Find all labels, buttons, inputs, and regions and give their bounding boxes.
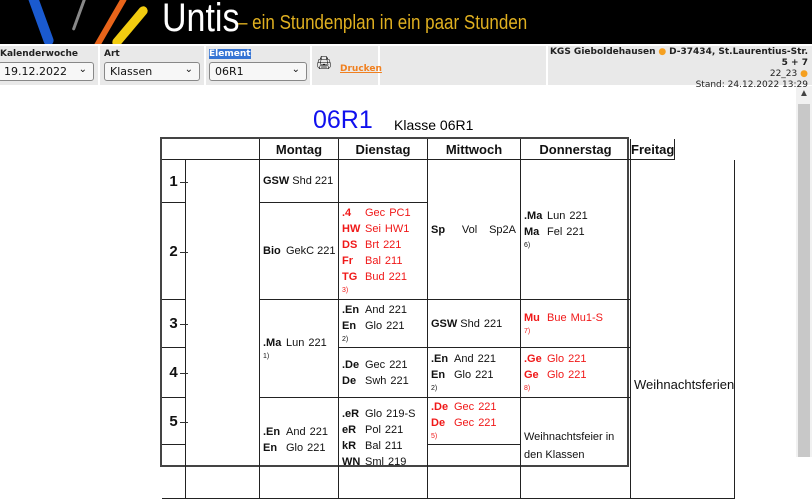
room: 221 — [483, 317, 503, 330]
teacher: Glo — [365, 408, 383, 420]
subject: Bio — [263, 245, 281, 257]
lesson-line — [342, 221, 427, 237]
subject: DS — [342, 239, 358, 251]
footnote-ref[interactable]: 6) — [524, 241, 531, 249]
teacher: Gec — [365, 358, 386, 371]
lesson-line — [431, 351, 520, 367]
lesson-cell[interactable] — [260, 398, 339, 499]
school-name: KGS Gieboldehausen — [549, 47, 656, 57]
subject: .En — [431, 352, 449, 365]
element-value: 06R1 — [215, 65, 244, 78]
subject: En — [342, 319, 357, 332]
subject: .En — [342, 303, 360, 316]
subject: De — [342, 374, 357, 387]
teacher: Glo — [286, 442, 304, 454]
day-header: Mittwoch — [428, 139, 521, 160]
room: 211 — [384, 440, 403, 452]
room: 211 — [384, 255, 403, 267]
lesson-cell[interactable] — [260, 160, 339, 203]
lesson-cell[interactable] — [521, 300, 631, 348]
element-group — [206, 46, 310, 85]
lesson-line — [524, 351, 630, 367]
dot-icon: ● — [800, 69, 808, 79]
teacher: Bal — [365, 440, 381, 452]
class-subtitle: Klasse 06R1 — [394, 117, 474, 133]
lesson-cell[interactable] — [428, 160, 521, 300]
footnote-ref[interactable]: 1) — [263, 352, 270, 360]
day-header: Freitag — [631, 139, 675, 160]
room: 219-S — [386, 408, 416, 420]
subject: .En — [263, 426, 281, 438]
lesson-line — [263, 335, 338, 351]
lesson-cell[interactable] — [521, 348, 631, 398]
teacher: Vol — [461, 223, 478, 236]
subject: TG — [342, 271, 358, 283]
teacher: And — [365, 303, 385, 316]
week-select[interactable] — [0, 62, 94, 81]
subject: Sp — [431, 223, 446, 236]
subject: Ma — [524, 225, 540, 238]
teacher: Glo — [547, 352, 565, 365]
lesson-line — [524, 310, 630, 326]
room: 221 — [388, 303, 407, 316]
lesson-line — [524, 367, 630, 383]
lesson-line — [342, 438, 427, 454]
lesson-line — [342, 318, 427, 334]
footnote-ref[interactable]: 3) — [342, 287, 349, 294]
toolbar — [0, 44, 812, 90]
lesson-line — [342, 302, 427, 318]
week-value: 19.12.2022 — [4, 65, 67, 78]
subject: eR — [342, 424, 357, 436]
teacher: Sml — [365, 456, 384, 468]
scroll-up-icon[interactable]: ▲ — [799, 88, 809, 99]
room: 221 — [389, 358, 408, 371]
lesson-cell[interactable] — [339, 300, 428, 348]
scrollbar[interactable] — [796, 86, 812, 457]
lesson-line — [342, 373, 427, 389]
lesson-cell[interactable] — [428, 445, 521, 499]
element-label: Element — [209, 49, 251, 59]
dot-icon: ● — [658, 47, 667, 57]
teacher: And — [286, 426, 306, 438]
teacher: Glo — [547, 368, 565, 381]
school-info — [548, 46, 812, 90]
period-gutter — [186, 160, 260, 499]
room: 221 — [388, 271, 407, 283]
teacher: Bal — [365, 255, 381, 267]
teacher: Fel — [547, 225, 563, 238]
room: 221 — [307, 442, 326, 454]
lesson-cell[interactable] — [339, 203, 428, 300]
subject: GSW — [431, 317, 458, 330]
lesson-line — [342, 205, 427, 221]
header-banner — [0, 0, 812, 44]
subject: kR — [342, 440, 357, 452]
lesson-line — [524, 208, 630, 224]
room: 221 — [383, 239, 402, 251]
subject: .4 — [342, 207, 352, 219]
lesson-line — [431, 316, 520, 332]
subject: .Ge — [524, 352, 542, 365]
chevron-down-icon: ⌄ — [184, 64, 193, 75]
lesson-cell[interactable] — [521, 398, 631, 499]
page-title: 06R1 — [313, 106, 373, 134]
lesson-cell[interactable] — [631, 160, 735, 499]
week-group — [0, 46, 98, 85]
room: 221 — [308, 336, 327, 349]
teacher: Shd — [460, 317, 480, 330]
subject: .Ma — [263, 336, 282, 349]
lesson-cell[interactable] — [260, 300, 339, 398]
subject: WN — [342, 456, 361, 468]
teacher: Sei — [365, 223, 381, 235]
lesson-line — [263, 440, 338, 456]
room: 221 — [386, 319, 405, 332]
timetable — [160, 137, 735, 468]
teacher: Shd 221 — [292, 175, 334, 187]
room: Sp2A — [489, 223, 516, 236]
subject: De — [431, 417, 446, 429]
room: 221 — [475, 368, 494, 381]
subject: GSW — [263, 175, 290, 187]
room: 221 — [309, 426, 328, 438]
lesson-line — [431, 222, 520, 238]
room: 221 — [566, 225, 585, 238]
lesson-cell[interactable] — [260, 203, 339, 300]
lesson-line — [431, 367, 520, 383]
lesson-line — [524, 224, 630, 240]
room: 221 — [568, 368, 587, 381]
lesson-line — [342, 237, 427, 253]
teacher: Gec — [454, 417, 475, 429]
subject: Ge — [524, 368, 539, 381]
lesson-line — [342, 269, 427, 285]
type-select[interactable] — [104, 62, 200, 81]
room: 221 — [478, 401, 497, 413]
room: 221 — [478, 417, 497, 429]
lesson-line — [431, 399, 520, 415]
lesson-cell[interactable] — [339, 160, 428, 203]
lesson-line — [263, 424, 338, 440]
lesson-line — [342, 357, 427, 373]
subject: .De — [431, 401, 449, 413]
footnote-ref[interactable]: 2) — [342, 335, 349, 343]
subject: En — [263, 442, 278, 454]
lesson-cell[interactable] — [428, 348, 521, 398]
room: 221 — [384, 424, 404, 436]
subject: .De — [342, 358, 360, 371]
scrollbar-thumb[interactable] — [798, 104, 810, 457]
printer-icon[interactable]: 🖨 — [316, 55, 333, 70]
school-address: D-37434, St.Laurentius-Str. 5 + 7 — [669, 47, 808, 68]
subject: HW — [342, 223, 361, 235]
period-number: 5 — [162, 398, 186, 445]
lesson-line — [342, 253, 427, 269]
footnote-ref[interactable]: 8) — [524, 384, 531, 392]
room: 221 — [569, 209, 588, 222]
room: HW1 — [384, 223, 410, 235]
period-number: 2 — [162, 203, 186, 300]
lesson-line — [342, 422, 427, 438]
teacher: Bud — [365, 271, 385, 283]
room: 221 — [568, 352, 587, 365]
subject: .Ma — [524, 209, 543, 222]
teacher: Glo — [454, 368, 472, 381]
header-corner — [162, 139, 260, 160]
subject: .eR — [342, 408, 360, 420]
lesson-line — [342, 406, 427, 422]
period-number: 1 — [162, 160, 186, 203]
day-header: Donnerstag — [521, 139, 631, 160]
period-number — [162, 445, 186, 499]
footnote-ref[interactable]: 5) — [431, 433, 438, 440]
chevron-down-icon: ⌄ — [78, 64, 87, 75]
lesson-line — [263, 173, 338, 189]
lesson-line — [263, 243, 338, 259]
element-select[interactable] — [209, 62, 307, 81]
period-number: 3 — [162, 300, 186, 348]
teacher: Glo — [365, 319, 383, 332]
subject: Mu — [524, 311, 540, 324]
lesson-line — [431, 415, 520, 431]
day-header: Montag — [260, 139, 339, 160]
type-label: Art — [104, 49, 120, 59]
teacher: Pol — [365, 424, 381, 436]
teacher: Lun — [547, 209, 566, 222]
lesson-cell[interactable] — [428, 398, 521, 445]
type-value: Klassen — [110, 65, 153, 78]
chevron-down-icon: ⌄ — [291, 64, 300, 75]
room: Mu1-S — [570, 311, 603, 324]
type-group — [100, 46, 204, 85]
stand-timestamp: Stand: 24.12.2022 13:29 — [695, 80, 808, 90]
cell-text: Weihnachtsferien — [634, 376, 735, 392]
lesson-cell[interactable] — [339, 348, 428, 398]
cell-text: Weihnachtsfeier in den Klassen — [524, 431, 615, 461]
subject: En — [431, 368, 446, 381]
day-header: Dienstag — [339, 139, 428, 160]
room: PC1 — [389, 207, 411, 219]
teacher: Swh — [365, 374, 387, 387]
brand-logo: Untis — [162, 0, 240, 40]
tagline: – ein Stundenplan in ein paar Stunden — [238, 12, 528, 34]
teacher: Lun — [286, 336, 305, 349]
teacher: Gec — [365, 207, 386, 219]
spacer — [380, 46, 546, 85]
room: 221 — [477, 352, 496, 365]
footnote-ref[interactable]: 2) — [431, 384, 438, 392]
room: 219 — [387, 456, 407, 468]
period-number: 4 — [162, 348, 186, 398]
teacher: And — [454, 352, 474, 365]
teacher: Bue — [547, 311, 567, 324]
subject: Fr — [342, 255, 353, 267]
room: 221 — [390, 374, 409, 387]
lesson-cell[interactable] — [521, 160, 631, 300]
lesson-cell[interactable] — [339, 398, 428, 499]
print-link[interactable]: Drucken — [340, 64, 382, 74]
school-year: 22_23 — [769, 69, 798, 79]
teacher: GekC 221 — [286, 245, 336, 257]
lesson-cell[interactable] — [428, 300, 521, 348]
lesson-line — [342, 454, 427, 470]
teacher: Brt — [365, 239, 380, 251]
week-label: Kalenderwoche — [0, 49, 78, 59]
teacher: Gec — [454, 401, 475, 413]
footnote-ref[interactable]: 7) — [524, 327, 531, 335]
